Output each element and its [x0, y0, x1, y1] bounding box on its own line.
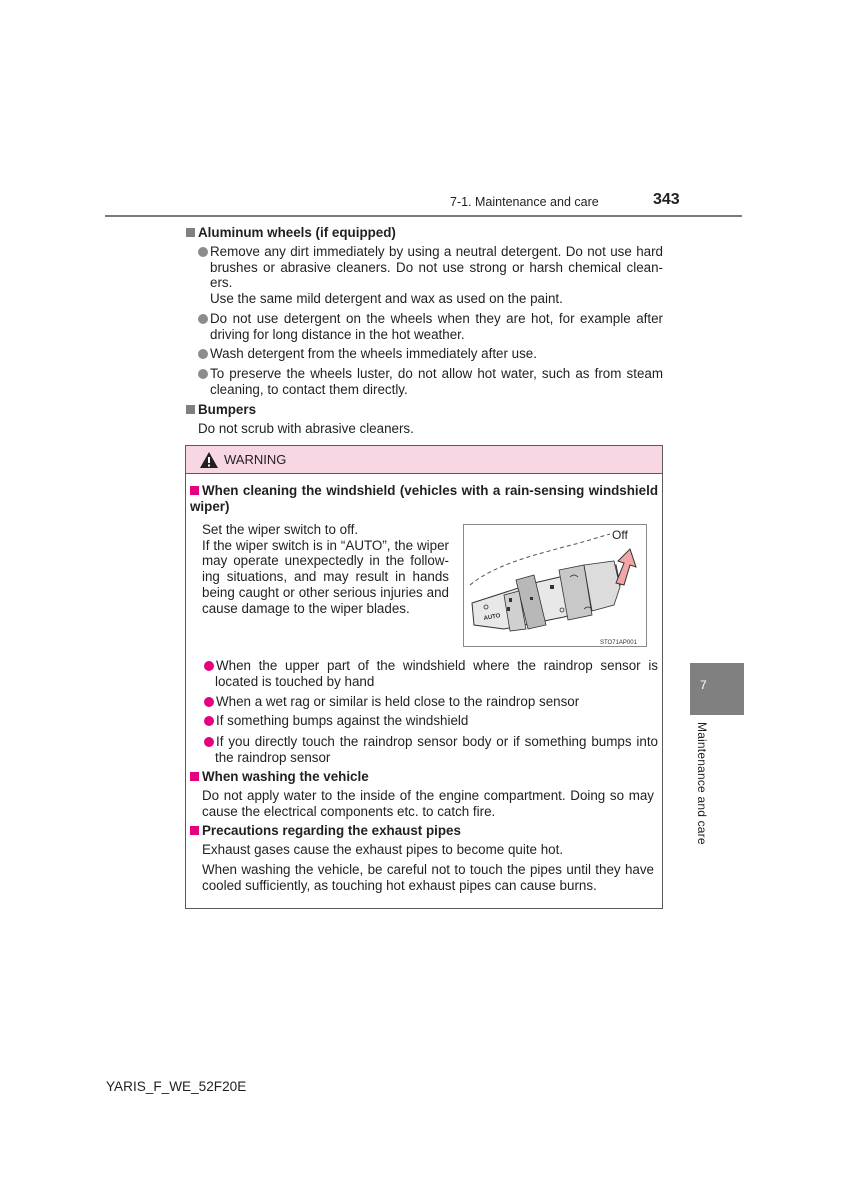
bullet-dot-icon — [204, 661, 214, 671]
square-bullet-icon — [190, 826, 199, 835]
exhaust-text-2: When washing the vehicle, be careful not to touch the pipes until they have cooled sufficiently, as touching hot exhaust pipes can cause burns. — [202, 862, 654, 893]
aluminum-wheels-heading: Aluminum wheels (if equipped) — [186, 225, 396, 241]
warning-label: WARNING — [224, 452, 287, 467]
figure-code: STO71AP001 — [600, 640, 637, 646]
list-item: When a wet rag or similar is held close to the raindrop sensor — [204, 694, 658, 710]
exhaust-text-1: Exhaust gases cause the exhaust pipes to become quite hot. — [202, 842, 564, 857]
bullet-dot-icon — [204, 697, 214, 707]
windshield-heading: When cleaning the windshield (vehicles with a rain-sensing windshield wiper) — [190, 483, 658, 514]
header-divider — [105, 215, 742, 217]
page-number: 343 — [653, 191, 680, 208]
list-item: Do not use detergent on the wheels when they are hot, for example after driving for long distance in the hot weather. — [198, 311, 663, 342]
washing-heading: When washing the vehicle — [190, 769, 648, 785]
chapter-tab — [690, 663, 744, 715]
bullet-dot-icon — [198, 314, 208, 324]
bullet-dot-icon — [198, 247, 208, 257]
chapter-label: Maintenance and care — [695, 722, 709, 845]
chapter-number: 7 — [700, 678, 707, 692]
list-item: To preserve the wheels luster, do not allow hot water, such as from steam cleaning, to contact them directly. — [198, 366, 663, 397]
square-bullet-icon — [190, 486, 199, 495]
list-item: If you directly touch the raindrop sensor body or if something bumps into the raindrop sensor — [204, 734, 658, 765]
wiper-switch-figure — [463, 524, 647, 647]
section-title: 7-1. Maintenance and care — [450, 195, 599, 209]
bullet-dot-icon — [198, 369, 208, 379]
footer-code: YARIS_F_WE_52F20E — [106, 1079, 247, 1094]
windshield-intro: Set the wiper switch to off. If the wiper switch is in “AUTO”, the wiper may operate unexpectedly in the follow-ing situations, and may result in hands being caught or other serious injuries and cause damage to the wiper blades. — [202, 522, 449, 616]
wiper-switch-illustration — [464, 525, 646, 646]
square-bullet-icon — [186, 228, 195, 237]
warning-header — [186, 446, 662, 474]
bullet-dot-icon — [204, 716, 214, 726]
washing-text: Do not apply water to the inside of the engine compartment. Doing so may cause the electrical components etc. to catch fire. — [202, 788, 654, 819]
auto-label: AUTO — [483, 613, 501, 622]
list-item: Wash detergent from the wheels immediately after use. — [198, 346, 663, 362]
list-item: If something bumps against the windshield — [204, 713, 658, 729]
bullet-dot-icon — [204, 737, 214, 747]
bumpers-text: Do not scrub with abrasive cleaners. — [198, 421, 414, 436]
list-item: When the upper part of the windshield where the raindrop sensor is located is touched by hand — [204, 658, 658, 689]
bumpers-heading: Bumpers — [186, 402, 256, 418]
square-bullet-icon — [190, 772, 199, 781]
exhaust-heading: Precautions regarding the exhaust pipes — [190, 823, 648, 839]
bullet-dot-icon — [198, 349, 208, 359]
square-bullet-icon — [186, 405, 195, 414]
list-item: Remove any dirt immediately by using a neutral detergent. Do not use hard brushes or abrasive cleaners. Do not use strong or harsh chemical clean-ers. Use the same mild detergent and wax as used on the paint. — [198, 244, 663, 306]
warning-triangle-icon — [199, 451, 219, 469]
off-label: Off — [612, 528, 628, 542]
